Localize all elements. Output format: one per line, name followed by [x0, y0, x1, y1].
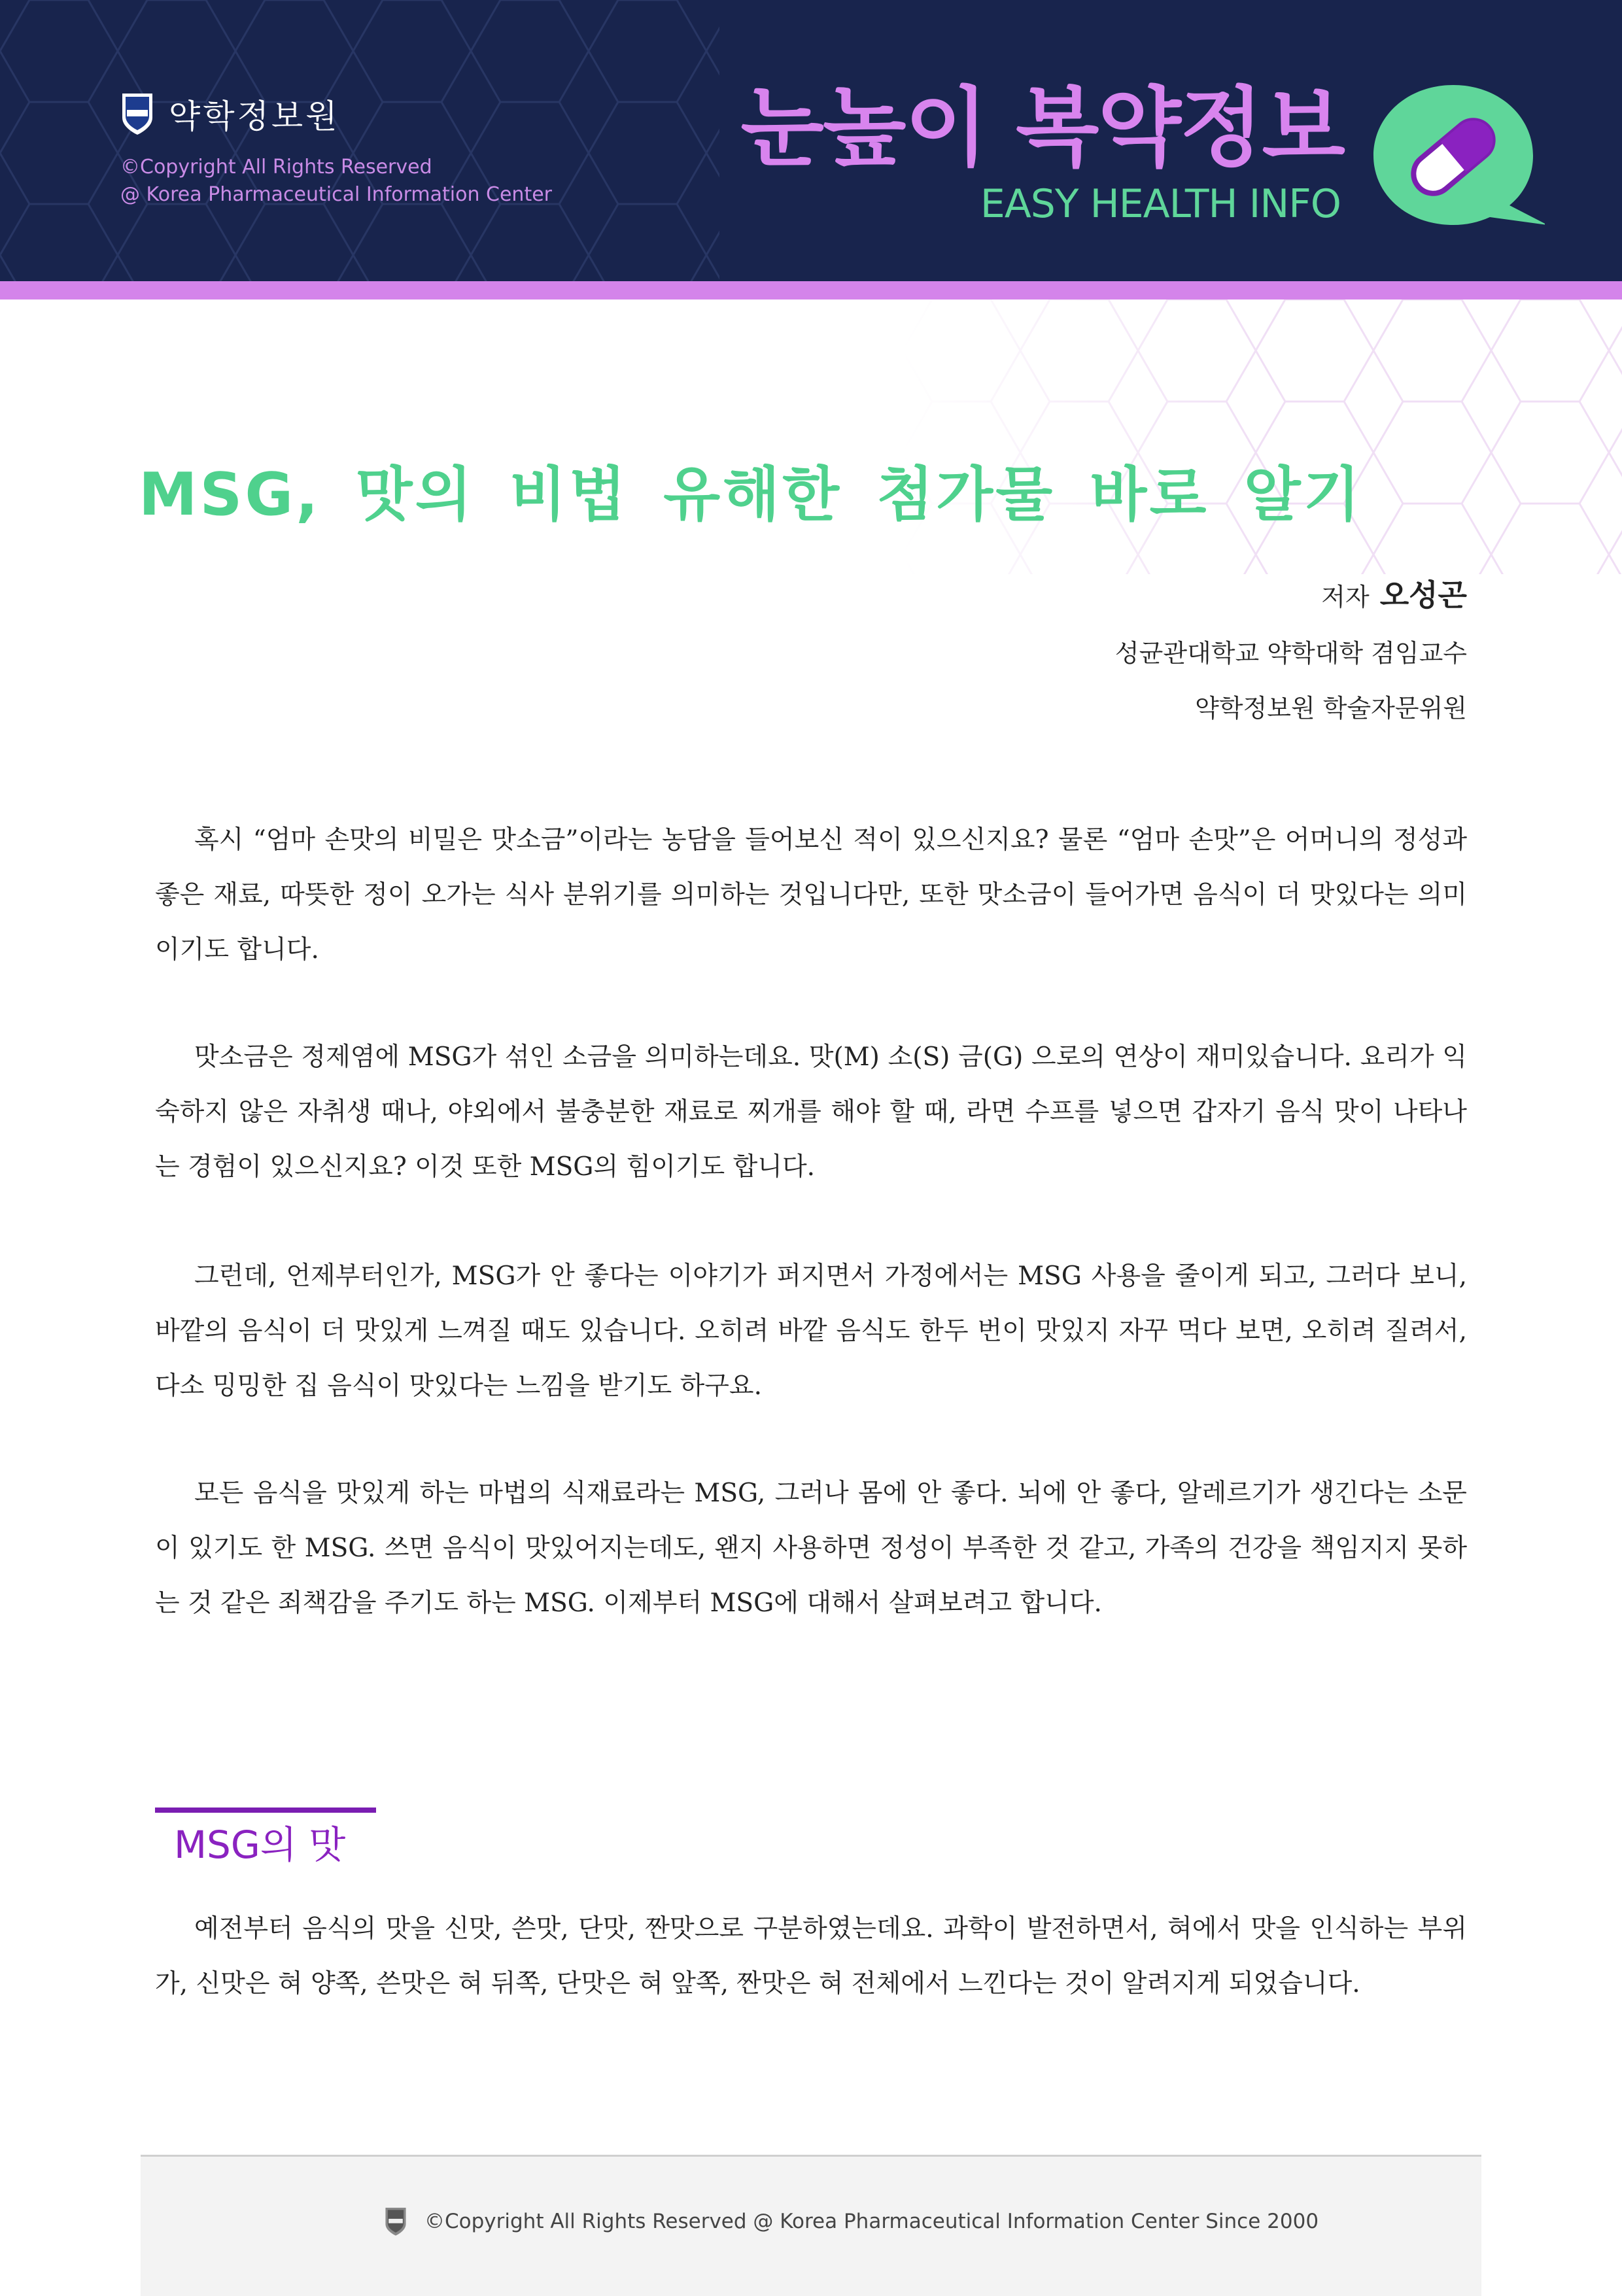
pill-speech-bubble-icon — [1362, 77, 1545, 234]
document-title: MSG, 맛의 비법 유해한 첨가물 바로 알기 — [139, 460, 1363, 529]
body-paragraph: 혹시 “엄마 손맛의 비밀은 맛소금”이라는 농담을 들어보신 적이 있으신지요? 물론 “엄마 손맛”은 어머니의 정성과 좋은 재료, 따뜻한 정이 오가는 식사 분위기를 의미하는 것입니다만, 또한 맛소금이 들어가면 음식이 더 맛있다는 의미이기도 합니다. — [155, 825, 1467, 965]
author-label: 저자 — [1321, 583, 1370, 611]
banner-subtitle: EASY HEALTH INFO — [980, 181, 1341, 227]
kpic-shield-icon — [120, 92, 154, 136]
author-affiliation-1: 성균관대학교 약학대학 겸임교수 — [1114, 639, 1467, 668]
banner-title: 눈높이 복약정보 — [740, 78, 1344, 179]
body-hexagon-decoration — [903, 300, 1622, 574]
header-accent-stripe — [0, 281, 1622, 300]
author-line — [1115, 575, 1467, 617]
header-copyright-line1: ©Copyright All Rights Reserved — [120, 156, 432, 179]
kpic-emblem-icon — [384, 2206, 407, 2236]
author-affiliation-2: 약학정보원 학술자문위원 — [1195, 694, 1467, 723]
body-paragraph: 그런데, 언제부터인가, MSG가 안 좋다는 이야기가 퍼지면서 가정에서는 MSG 사용을 줄이게 되고, 그러다 보니, 바깥의 음식이 더 맛있게 느껴질 때도 있습니다. 오히려 바깥 음식도 한두 번이 맛있지 자꾸 먹다 보면, 오히려 질려서, 다소 밍밍한 집 음식이 맛있다는 느낌을 받기도 하구요. — [155, 1261, 1467, 1401]
kpic-logo[interactable] — [120, 90, 340, 137]
body-paragraph: 모든 음식을 맛있게 하는 마법의 식재료라는 MSG, 그러나 몸에 안 좋다. 뇌에 안 좋다, 알레르기가 생긴다는 소문이 있기도 한 MSG. 쓰면 음식이 맛있어지는데도, 왠지 사용하면 정성이 부족한 것 같고, 가족의 건강을 책임지지 못하는 것 같은 죄책감을 주기도 하는 MSG. 이제부터 MSG에 대해서 살펴보려고 합니다. — [155, 1479, 1467, 1618]
section-paragraph: 예전부터 음식의 맛을 신맛, 쓴맛, 단맛, 짠맛으로 구분하였는데요. 과학이 발전하면서, 혀에서 맛을 인식하는 부위가, 신맛은 혀 양쪽, 쓴맛은 혀 뒤쪽, 단맛은 혀 앞쪽, 짠맛은 혀 전체에서 느낀다는 것이 알려지게 되었습니다. — [155, 1914, 1467, 1998]
footer-content — [384, 2206, 1319, 2236]
author-block — [1115, 575, 1467, 736]
section-heading-rule — [155, 1808, 376, 1813]
section-heading: MSG의 맛 — [174, 1823, 346, 1867]
author-name: 오성곤 — [1379, 577, 1467, 613]
footer-copyright: ©Copyright All Rights Reserved @ Korea Pharmaceutical Information Center Since 2000 — [424, 2210, 1319, 2233]
page-footer — [141, 2155, 1481, 2296]
body-paragraph: 맛소금은 정제염에 MSG가 섞인 소금을 의미하는데요. 맛(M) 소(S) 금(G) 으로의 연상이 재미있습니다. 요리가 익숙하지 않은 자취생 때나, 야외에서 불충분한 재료로 찌개를 해야 할 때, 라면 수프를 넣으면 갑자기 음식 맛이 나타나는 경험이 있으신지요? 이것 또한 MSG의 힘이기도 합니다. — [155, 1042, 1467, 1182]
logo-wordmark: 약학정보원 — [169, 97, 340, 135]
header-banner — [0, 0, 1622, 281]
header-copyright-line2: @ Korea Pharmaceutical Information Center — [120, 183, 552, 206]
